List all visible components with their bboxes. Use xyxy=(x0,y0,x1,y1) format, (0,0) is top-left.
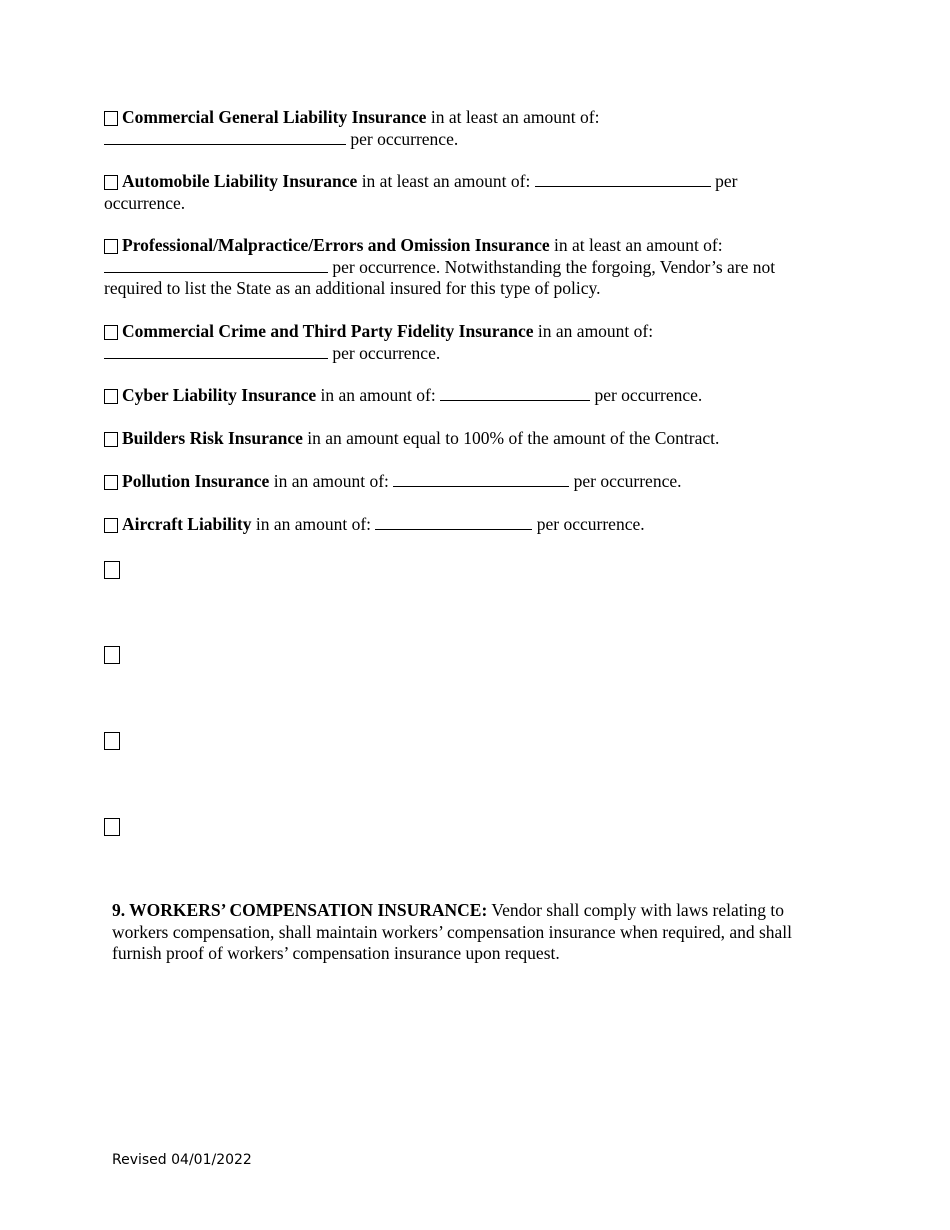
blank-checkbox-2[interactable] xyxy=(104,646,120,664)
item-text: in at least an amount of: xyxy=(549,235,723,255)
item-text: in an amount of: xyxy=(251,514,376,534)
automobile-liability-checkbox[interactable] xyxy=(104,175,118,190)
commercial-general-liability-checkbox[interactable] xyxy=(104,111,118,126)
item-text: in at least an amount of: xyxy=(357,171,535,191)
item-text: occurrence. xyxy=(104,192,186,213)
item-text: per xyxy=(710,171,738,191)
amount-blank[interactable] xyxy=(104,129,346,145)
item-title: Pollution Insurance xyxy=(122,471,270,491)
workers-compensation-section xyxy=(112,900,812,965)
blank-checkbox-1[interactable] xyxy=(104,561,120,579)
blank-checkbox-3[interactable] xyxy=(104,732,120,750)
item-text: per occurrence. Notwithstanding the forgoing, Vendor’s are not xyxy=(328,256,776,277)
automobile-liability-item xyxy=(104,171,824,214)
amount-blank[interactable] xyxy=(393,471,569,487)
item-text: in an amount of: xyxy=(533,321,654,341)
revision-footer: Revised 04/01/2022 xyxy=(112,1152,252,1168)
item-text: per occurrence. xyxy=(590,385,703,405)
item-text: in an amount of: xyxy=(269,471,394,491)
blank-checkbox-4[interactable] xyxy=(104,818,120,836)
item-title: Professional/Malpractice/Errors and Omission Insurance xyxy=(122,235,550,255)
aircraft-liability-checkbox[interactable] xyxy=(104,518,118,533)
section-body: Vendor shall comply with laws relating to workers compensation, shall maintain workers’ compensation insurance when required, and shall furnish proof of workers’ compensation insurance upon request. xyxy=(112,900,793,963)
section-heading: 9. WORKERS’ COMPENSATION INSURANCE: xyxy=(112,900,488,920)
commercial-crime-checkbox[interactable] xyxy=(104,325,118,340)
item-text: in an amount equal to 100% of the amount of the Contract. xyxy=(302,428,720,448)
item-title: Automobile Liability Insurance xyxy=(122,171,358,191)
builders-risk-item xyxy=(104,428,824,450)
amount-blank[interactable] xyxy=(375,514,532,530)
item-title: Commercial Crime and Third Party Fidelity Insurance xyxy=(122,321,534,341)
cyber-liability-checkbox[interactable] xyxy=(104,389,118,404)
professional-malpractice-item xyxy=(104,235,824,300)
item-title: Builders Risk Insurance xyxy=(122,428,303,448)
aircraft-liability-item xyxy=(104,514,824,536)
pollution-insurance-item xyxy=(104,471,824,493)
item-title: Commercial General Liability Insurance xyxy=(122,107,427,127)
item-text: in at least an amount of: xyxy=(426,107,600,127)
amount-blank[interactable] xyxy=(104,343,328,359)
commercial-general-liability-item xyxy=(104,107,824,150)
item-text: in an amount of: xyxy=(316,385,441,405)
item-text: per occurrence. xyxy=(569,471,682,491)
pollution-insurance-checkbox[interactable] xyxy=(104,475,118,490)
item-text: per occurrence. xyxy=(346,128,459,149)
amount-blank[interactable] xyxy=(104,257,328,273)
item-text: required to list the State as an additional insured for this type of policy. xyxy=(104,278,601,298)
builders-risk-checkbox[interactable] xyxy=(104,432,118,447)
amount-blank[interactable] xyxy=(535,171,711,187)
amount-blank[interactable] xyxy=(440,385,590,401)
professional-malpractice-checkbox[interactable] xyxy=(104,239,118,254)
commercial-crime-item xyxy=(104,321,824,364)
item-title: Cyber Liability Insurance xyxy=(122,385,317,405)
item-title: Aircraft Liability xyxy=(122,514,252,534)
cyber-liability-item xyxy=(104,385,824,407)
item-text: per occurrence. xyxy=(328,342,441,363)
item-text: per occurrence. xyxy=(532,514,645,534)
